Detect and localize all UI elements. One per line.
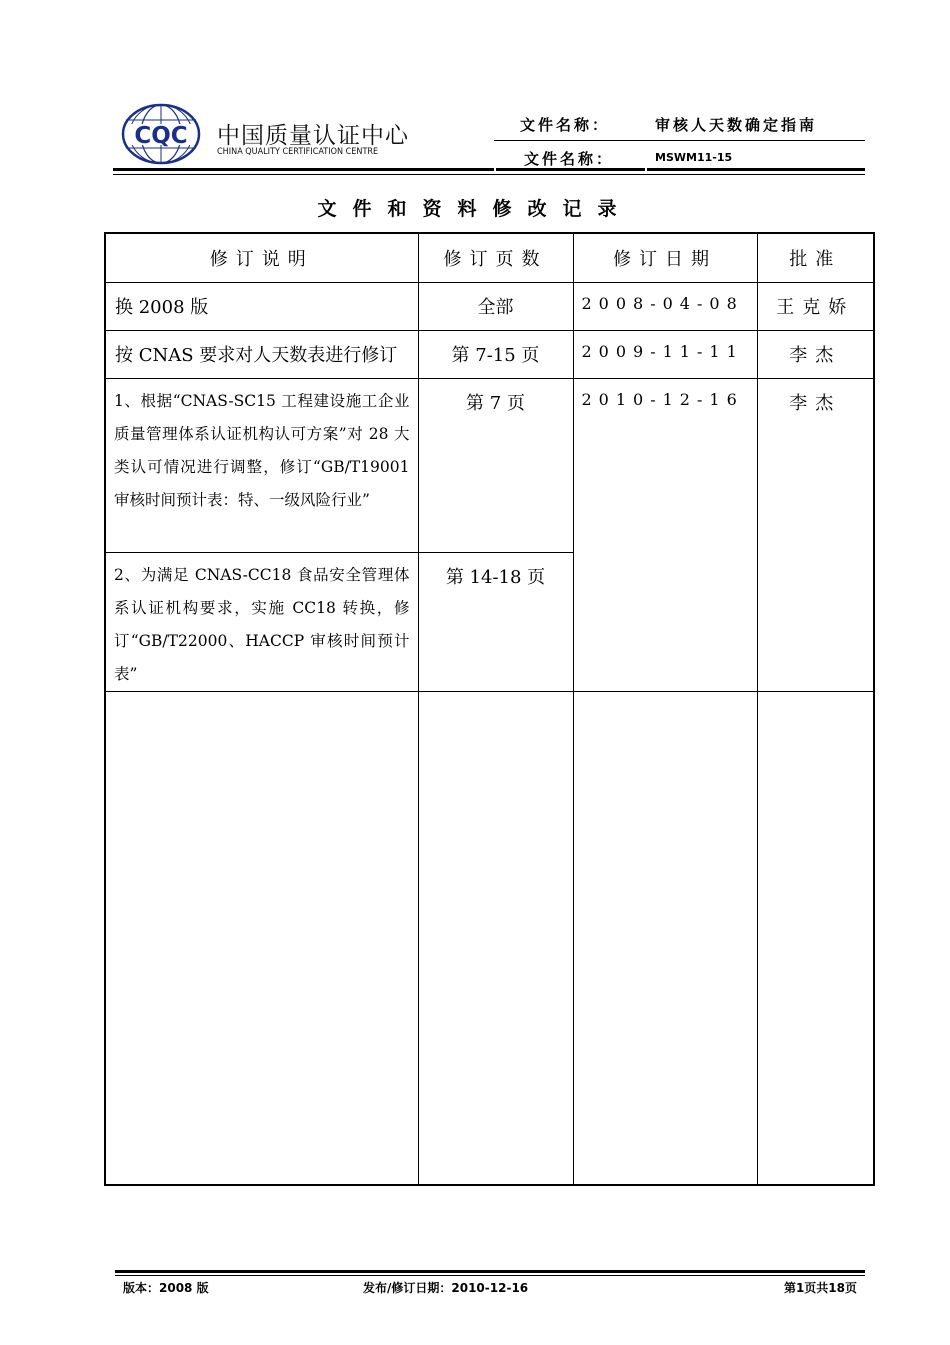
table-row	[105, 331, 874, 379]
row-date: 2008-04-08	[573, 283, 757, 331]
logo-letters: CQC	[134, 123, 188, 149]
row-description: 2、为满足 CNAS-CC18 食品安全管理体系认证机构要求，实施 CC18 转换，修订“GB/T22000、HACCP 审核时间预计表”	[105, 553, 418, 692]
cqc-logo	[121, 103, 201, 165]
footer-issue-date: 发布/修订日期：2010-12-16	[363, 1281, 529, 1295]
row-pages: 第 7 页	[418, 379, 573, 553]
doc-code-label: 文件名称：	[524, 150, 615, 168]
footer-rule-thick	[115, 1270, 865, 1273]
table-row	[105, 379, 874, 553]
footer-page-info: 第1页共18页	[783, 1281, 857, 1295]
table-empty-row	[105, 692, 874, 1185]
header-date: 修订日期	[573, 233, 757, 283]
row-description: 换 2008 版	[105, 283, 418, 331]
table-row	[105, 283, 874, 331]
footer-version: 版本：2008 版	[123, 1281, 209, 1295]
header-mid-rule	[494, 140, 865, 141]
document-header	[113, 100, 865, 180]
row-description: 1、根据“CNAS-SC15 工程建设施工企业质量管理体系认证机构认可方案”对 28 大类认可情况进行调整，修订“GB/T19001 审核时间预计表：特、一级风险行业”	[105, 379, 418, 553]
header-rule-thin	[113, 174, 865, 175]
doc-code-value: MSWM11-15	[655, 151, 733, 164]
header-pages: 修订页数	[418, 233, 573, 283]
header-gap-2	[645, 145, 647, 173]
globe-logo-icon	[121, 103, 201, 165]
row-pages: 全部	[418, 283, 573, 331]
row-date: 2009-11-11	[573, 331, 757, 379]
revision-record-table	[104, 232, 875, 1186]
row-description: 按 CNAS 要求对人天数表进行修订	[105, 331, 418, 379]
row-approver: 李杰	[757, 379, 874, 692]
doc-name-label: 文件名称：	[520, 116, 611, 134]
row-date: 2010-12-16	[573, 379, 757, 692]
row-pages: 第 7-15 页	[418, 331, 573, 379]
row-approver: 李杰	[757, 331, 874, 379]
page-title: 文件和资料修改记录	[317, 198, 633, 220]
header-approver: 批准	[757, 233, 874, 283]
row-pages: 第 14-18 页	[418, 553, 573, 692]
org-name-en: CHINA QUALITY CERTIFICATION CENTRE	[217, 147, 379, 157]
row-approver: 王克娇	[757, 283, 874, 331]
header-description: 修订说明	[105, 233, 418, 283]
empty-cell	[105, 692, 418, 1185]
org-name-cn: 中国质量认证中心	[217, 123, 409, 149]
doc-name-value: 审核人天数确定指南	[655, 116, 818, 134]
header-rule-thick	[113, 168, 865, 171]
empty-cell	[757, 692, 874, 1185]
table-header-row	[105, 233, 874, 283]
empty-cell	[573, 692, 757, 1185]
empty-cell	[418, 692, 573, 1185]
header-gap-1	[494, 145, 496, 173]
footer-rule-thin	[115, 1275, 865, 1276]
